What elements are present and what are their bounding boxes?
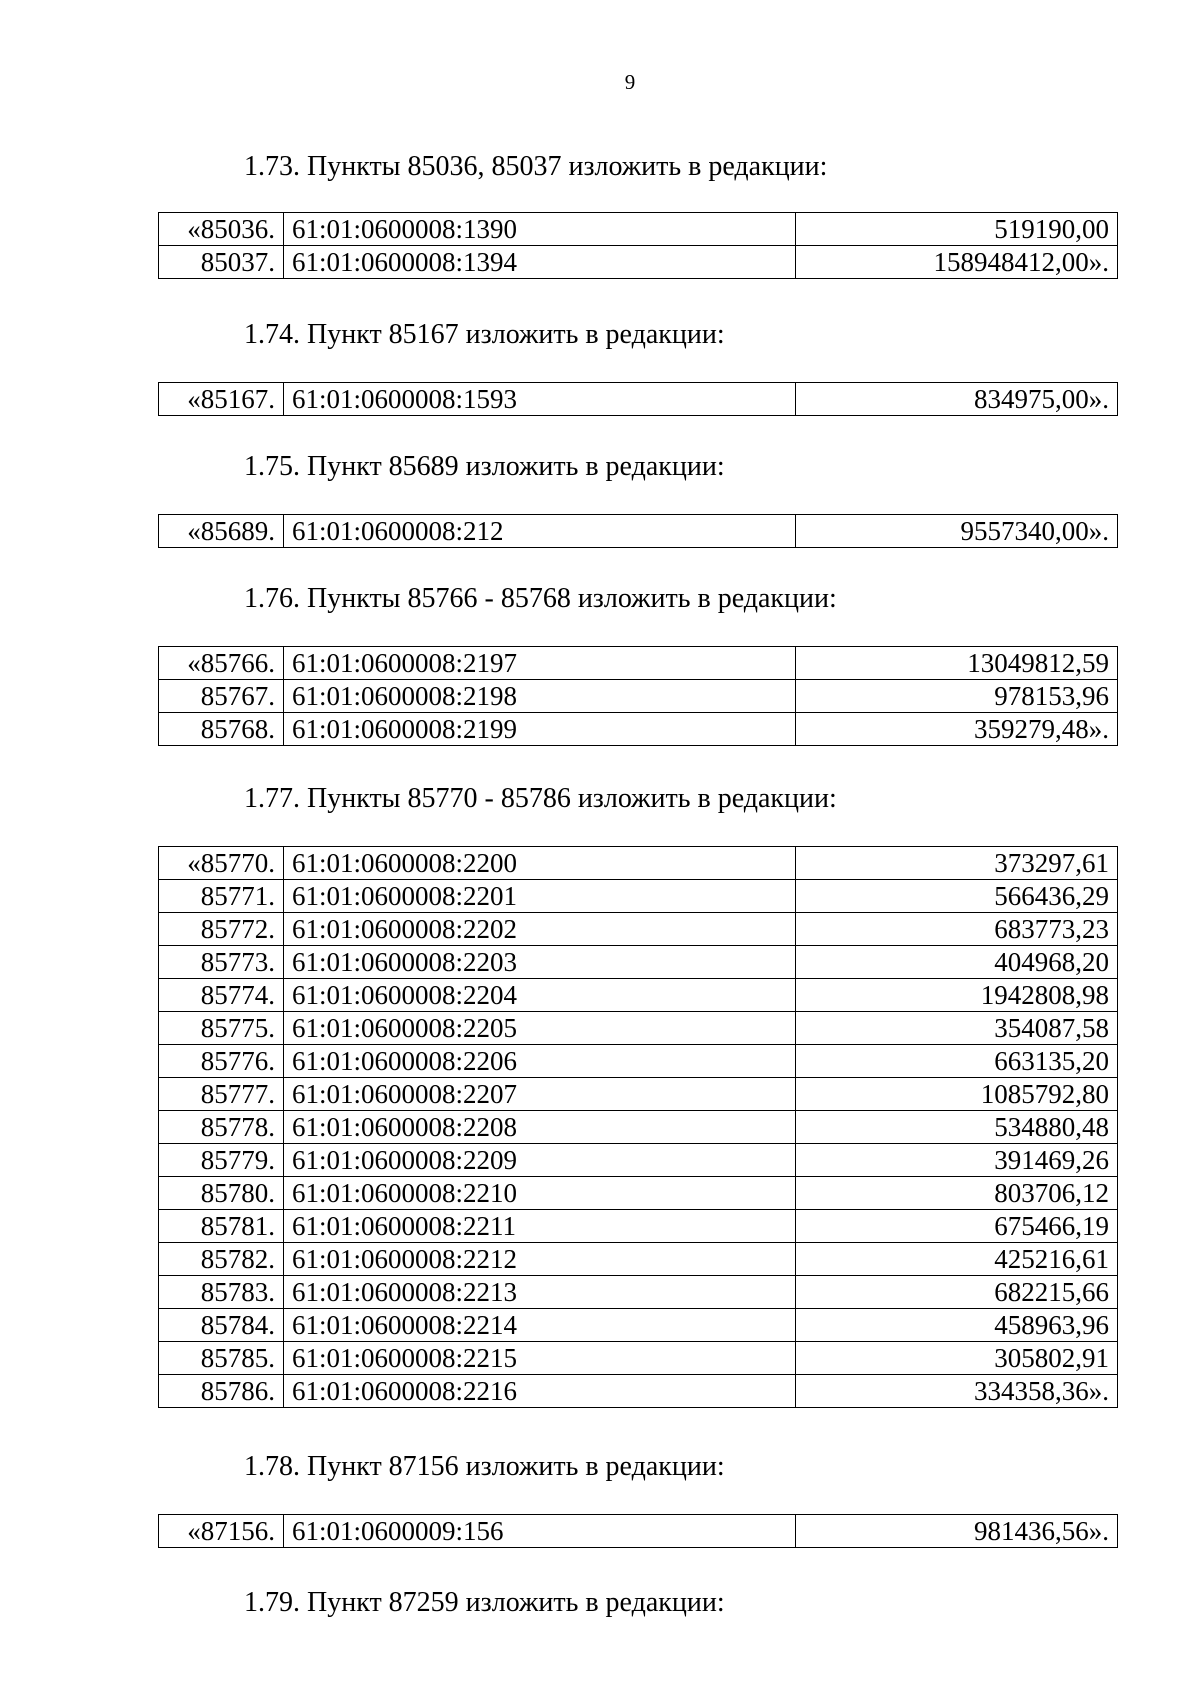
item-number: 85771. xyxy=(159,880,284,913)
cadastral-value: 305802,91 xyxy=(796,1342,1118,1375)
cadastral-value: 978153,96 xyxy=(796,680,1118,713)
cadastral-value: 158948412,00». xyxy=(796,246,1118,279)
section-1-79 xyxy=(158,1586,1118,1620)
cadastral-number: 61:01:0600008:2206 xyxy=(284,1045,796,1078)
cadastral-value: 981436,56». xyxy=(796,1515,1118,1548)
item-number: «85036. xyxy=(159,213,284,246)
cadastral-value: 9557340,00». xyxy=(796,515,1118,548)
cadastral-number: 61:01:0600009:156 xyxy=(284,1515,796,1548)
item-number: 85776. xyxy=(159,1045,284,1078)
item-number: 85785. xyxy=(159,1342,284,1375)
table-row xyxy=(159,1045,1118,1078)
item-number: 85767. xyxy=(159,680,284,713)
values-table xyxy=(158,846,1118,1408)
table-row xyxy=(159,1177,1118,1210)
table-row xyxy=(159,913,1118,946)
cadastral-number: 61:01:0600008:2198 xyxy=(284,680,796,713)
table-row xyxy=(159,680,1118,713)
section-1-74 xyxy=(158,318,1118,416)
cadastral-number: 61:01:0600008:2209 xyxy=(284,1144,796,1177)
cadastral-number: 61:01:0600008:2203 xyxy=(284,946,796,979)
section-heading: 1.78. Пункт 87156 изложить в редакции: xyxy=(244,1451,725,1482)
table-row xyxy=(159,515,1118,548)
section-heading: 1.74. Пункт 85167 изложить в редакции: xyxy=(244,319,725,350)
section-heading: 1.73. Пункты 85036, 85037 изложить в редакции: xyxy=(244,151,828,182)
item-number: 85772. xyxy=(159,913,284,946)
cadastral-value: 519190,00 xyxy=(796,213,1118,246)
item-number: 85783. xyxy=(159,1276,284,1309)
item-number: «85766. xyxy=(159,647,284,680)
cadastral-number: 61:01:0600008:2210 xyxy=(284,1177,796,1210)
table-row xyxy=(159,1012,1118,1045)
values-table xyxy=(158,382,1118,416)
table-row xyxy=(159,1375,1118,1408)
item-number: «87156. xyxy=(159,1515,284,1548)
section-heading: 1.77. Пункты 85770 - 85786 изложить в редакции: xyxy=(244,783,837,814)
section-1-73 xyxy=(158,150,1118,279)
item-number: 85777. xyxy=(159,1078,284,1111)
item-number: «85689. xyxy=(159,515,284,548)
page-number: 9 xyxy=(624,70,636,94)
item-number: 85780. xyxy=(159,1177,284,1210)
table-row xyxy=(159,946,1118,979)
table-row xyxy=(159,1276,1118,1309)
cadastral-value: 404968,20 xyxy=(796,946,1118,979)
item-number: 85775. xyxy=(159,1012,284,1045)
cadastral-number: 61:01:0600008:2205 xyxy=(284,1012,796,1045)
item-number: 85774. xyxy=(159,979,284,1012)
item-number: 85784. xyxy=(159,1309,284,1342)
table-row xyxy=(159,246,1118,279)
table-row xyxy=(159,1309,1118,1342)
cadastral-value: 675466,19 xyxy=(796,1210,1118,1243)
section-1-78 xyxy=(158,1450,1118,1548)
table-row xyxy=(159,1515,1118,1548)
item-number: 85786. xyxy=(159,1375,284,1408)
cadastral-value: 458963,96 xyxy=(796,1309,1118,1342)
cadastral-value: 391469,26 xyxy=(796,1144,1118,1177)
item-number: 85779. xyxy=(159,1144,284,1177)
cadastral-value: 683773,23 xyxy=(796,913,1118,946)
cadastral-number: 61:01:0600008:2200 xyxy=(284,847,796,880)
cadastral-value: 354087,58 xyxy=(796,1012,1118,1045)
cadastral-number: 61:01:0600008:2199 xyxy=(284,713,796,746)
cadastral-number: 61:01:0600008:1593 xyxy=(284,383,796,416)
cadastral-value: 334358,36». xyxy=(796,1375,1118,1408)
section-1-77 xyxy=(158,782,1118,1408)
cadastral-value: 373297,61 xyxy=(796,847,1118,880)
table-row xyxy=(159,1144,1118,1177)
cadastral-value: 425216,61 xyxy=(796,1243,1118,1276)
cadastral-number: 61:01:0600008:2207 xyxy=(284,1078,796,1111)
values-table xyxy=(158,1514,1118,1548)
cadastral-value: 534880,48 xyxy=(796,1111,1118,1144)
cadastral-value: 13049812,59 xyxy=(796,647,1118,680)
table-row xyxy=(159,1078,1118,1111)
cadastral-number: 61:01:0600008:2215 xyxy=(284,1342,796,1375)
item-number: «85770. xyxy=(159,847,284,880)
cadastral-number: 61:01:0600008:212 xyxy=(284,515,796,548)
cadastral-number: 61:01:0600008:2204 xyxy=(284,979,796,1012)
item-number: 85768. xyxy=(159,713,284,746)
cadastral-value: 1942808,98 xyxy=(796,979,1118,1012)
section-1-76 xyxy=(158,582,1118,746)
section-heading: 1.79. Пункт 87259 изложить в редакции: xyxy=(244,1587,725,1618)
cadastral-number: 61:01:0600008:2197 xyxy=(284,647,796,680)
section-heading: 1.76. Пункты 85766 - 85768 изложить в редакции: xyxy=(244,583,837,614)
table-row xyxy=(159,979,1118,1012)
item-number: 85778. xyxy=(159,1111,284,1144)
item-number: «85167. xyxy=(159,383,284,416)
item-number: 85773. xyxy=(159,946,284,979)
item-number: 85037. xyxy=(159,246,284,279)
cadastral-number: 61:01:0600008:1390 xyxy=(284,213,796,246)
table-row xyxy=(159,1210,1118,1243)
values-table xyxy=(158,646,1118,746)
cadastral-number: 61:01:0600008:2211 xyxy=(284,1210,796,1243)
cadastral-number: 61:01:0600008:2216 xyxy=(284,1375,796,1408)
table-row xyxy=(159,1342,1118,1375)
section-1-75 xyxy=(158,450,1118,548)
table-row xyxy=(159,213,1118,246)
cadastral-value: 834975,00». xyxy=(796,383,1118,416)
table-row xyxy=(159,847,1118,880)
values-table xyxy=(158,212,1118,279)
table-row xyxy=(159,880,1118,913)
values-table xyxy=(158,514,1118,548)
item-number: 85782. xyxy=(159,1243,284,1276)
table-row xyxy=(159,647,1118,680)
cadastral-value: 566436,29 xyxy=(796,880,1118,913)
cadastral-value: 663135,20 xyxy=(796,1045,1118,1078)
cadastral-number: 61:01:0600008:2208 xyxy=(284,1111,796,1144)
table-row xyxy=(159,1111,1118,1144)
cadastral-value: 803706,12 xyxy=(796,1177,1118,1210)
section-heading: 1.75. Пункт 85689 изложить в редакции: xyxy=(244,451,725,482)
table-row xyxy=(159,713,1118,746)
cadastral-value: 682215,66 xyxy=(796,1276,1118,1309)
cadastral-number: 61:01:0600008:2213 xyxy=(284,1276,796,1309)
cadastral-number: 61:01:0600008:2212 xyxy=(284,1243,796,1276)
cadastral-number: 61:01:0600008:2202 xyxy=(284,913,796,946)
cadastral-value: 1085792,80 xyxy=(796,1078,1118,1111)
table-row xyxy=(159,383,1118,416)
cadastral-number: 61:01:0600008:2214 xyxy=(284,1309,796,1342)
cadastral-value: 359279,48». xyxy=(796,713,1118,746)
cadastral-number: 61:01:0600008:2201 xyxy=(284,880,796,913)
table-row xyxy=(159,1243,1118,1276)
cadastral-number: 61:01:0600008:1394 xyxy=(284,246,796,279)
item-number: 85781. xyxy=(159,1210,284,1243)
